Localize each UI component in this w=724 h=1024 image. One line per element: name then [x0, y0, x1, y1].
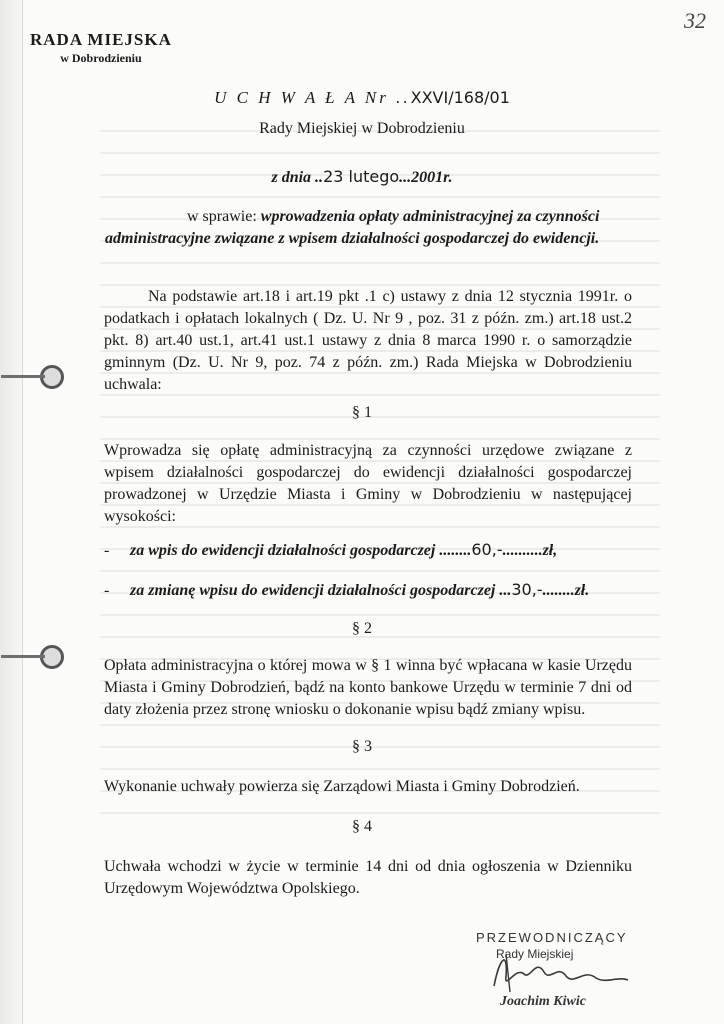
council-stamp	[30, 30, 172, 66]
section-3-text: Wykonanie uchwały powierza się Zarządowi Miasta i Gminy Dobrodzień.	[104, 778, 580, 795]
resolution-title	[0, 88, 724, 108]
subject-line-1: wprowadzenia opłaty administracyjnej za czynności	[260, 208, 600, 225]
signature-name: Joachim Kiwic	[500, 994, 586, 1009]
handwritten-signature	[486, 946, 636, 996]
stamp-line-1: RADA MIEJSKA	[30, 30, 172, 49]
legal-basis-paragraph: Na podstawie art.18 i art.19 pkt .1 c) ustawy z dnia 12 stycznia 1991r. o podatkach i opłatach lokalnych ( Dz. U. Nr 9 , poz. 31 z późn. zm.) art.18 ust.2 pkt. 8) art.40 ust.1, art.41 ust.1 ustawy z dnia 8 marca 1990 r. o samorządzie gminnym (Dz. U. Nr 9, poz. 74 z późn. zm.) Rada Miejska w Dobrodzieniu uchwala:	[104, 288, 632, 393]
resolution-title-prefix: U C H W A Ł A Nr ..	[214, 88, 411, 107]
subject-block	[105, 206, 665, 250]
subject-line-2: administracyjne związane z wpisem działalności gospodarczej do ewidencji.	[105, 230, 600, 247]
binder-ring-icon	[40, 645, 64, 669]
date-prefix: z dnia ..	[271, 169, 324, 186]
section-3-label: § 3	[352, 738, 372, 755]
subject-lead: w sprawie:	[187, 208, 261, 225]
section-4-label: § 4	[352, 818, 372, 835]
fee-item-2-text: za zmianę wpisu do ewidencji działalności gospodarczej ...	[130, 582, 512, 599]
section-1-label: § 1	[352, 404, 372, 421]
section-4-text: Uchwała wchodzi w życie w terminie 14 dni od dnia ogłoszenia w Dzienniku Urzędowym Województwa Opolskiego.	[104, 858, 632, 897]
fee-item-change: - za zmianę wpisu do ewidencji działalności gospodarczej ...30,-........zł.	[104, 580, 590, 599]
fee-item-2-suffix: ........zł.	[542, 582, 590, 599]
stamp-line-2: w Dobrodzieniu	[60, 51, 142, 65]
section-2-label: § 2	[352, 620, 372, 637]
section-2-text: Opłata administracyjna o której mowa w § 1 winna być wpłacana w kasie Urzędu Miasta i Gminy Dobrodzień, bądź na konto bankowe Urzędu w terminie 7 dni od daty złożenia przez stronę wniosku o dokonanie wpisu bądź zmiany wpisu.	[104, 657, 632, 718]
signature-subtitle: Rady Miejskiej	[496, 947, 574, 961]
council-name-line: Rady Miejskiej w Dobrodzieniu	[259, 120, 465, 137]
date-handwritten: 23 lutego	[323, 167, 400, 186]
corner-handwritten-mark: 32	[684, 8, 706, 33]
fee-item-1-value: 60,-	[471, 540, 503, 559]
binder-ring-icon	[40, 365, 64, 389]
fee-item-1-text: za wpis do ewidencji działalności gospodarczej ........	[130, 542, 472, 559]
date-line	[0, 167, 724, 187]
section-1-text: Wprowadza się opłatę administracyjną za czynności urzędowe związane z wpisem działalności gospodarczej do ewidencji działalności gospodarczej prowadzonej w Urzędzie Miasta i Gminy w Dobrodzieniu w następującej wysokości:	[104, 442, 632, 525]
binder-edge	[0, 0, 23, 1024]
fee-item-1-suffix: ..........zł,	[502, 542, 558, 559]
fee-item-2-value: 30,-	[511, 580, 543, 599]
date-suffix: ...2001r.	[399, 169, 453, 186]
signature-title: PRZEWODNICZĄCY	[476, 930, 628, 945]
resolution-number: XXVI/168/01	[410, 88, 510, 107]
fee-item-registration: - za wpis do ewidencji działalności gospodarczej ........60,-..........zł,	[104, 540, 558, 559]
